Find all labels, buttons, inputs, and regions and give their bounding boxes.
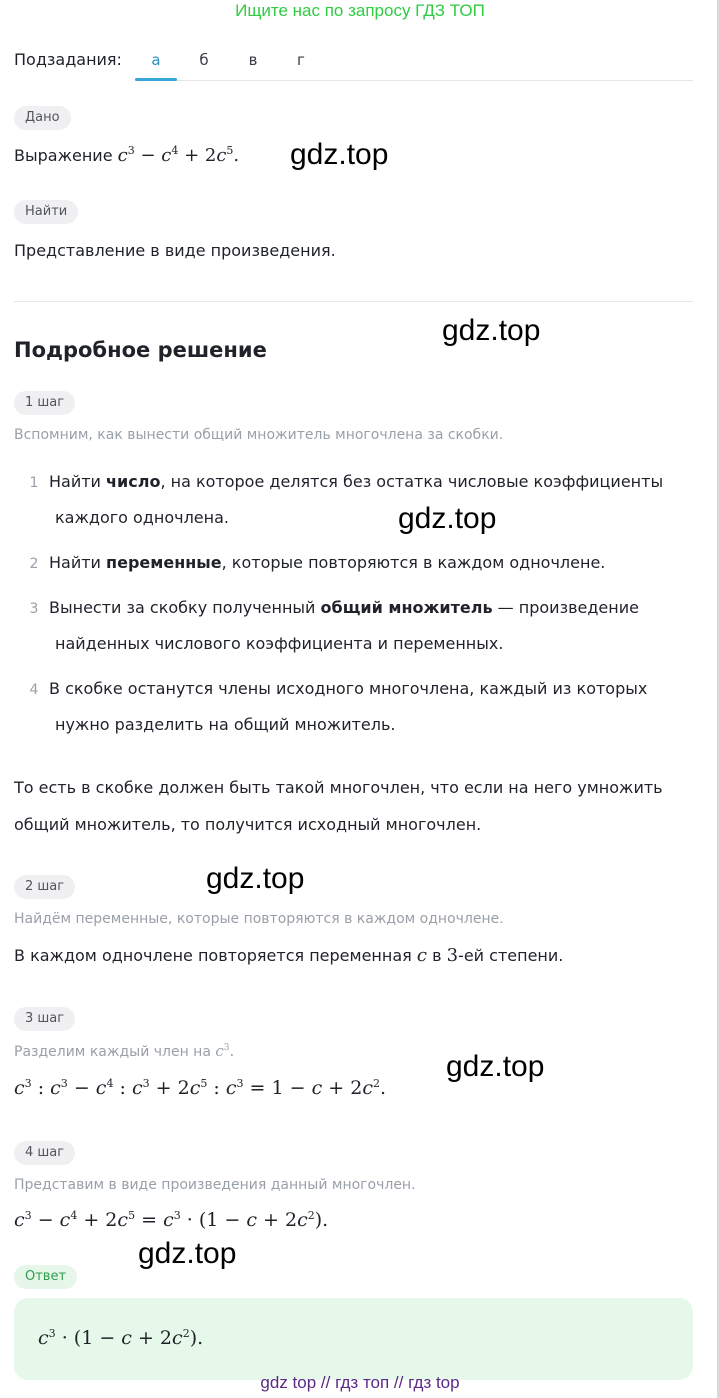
tab-v[interactable]: в <box>248 51 258 69</box>
list-number: 1 <box>29 475 39 491</box>
step3-caption: Разделим каждый член на $c^3$. <box>14 1042 235 1060</box>
answer-formula: $c^3 \cdot (1 - c + 2c^2)$. <box>38 1327 204 1349</box>
watermark: gdz.top <box>290 138 389 171</box>
step2-text: В каждом одночлене повторяется переменная c в 3-ей степени. <box>14 945 564 966</box>
tab-b[interactable]: б <box>199 51 209 69</box>
variable-c: c <box>416 945 427 966</box>
footer-links[interactable]: gdz top // гдз топ // гдз top <box>260 1373 460 1392</box>
tab-a[interactable]: а <box>151 51 161 69</box>
active-tab-indicator <box>135 78 177 81</box>
step2-chip: 2 шаг <box>14 875 75 899</box>
given-expression: $c^3 - c^4 + 2c^5$. <box>117 144 240 166</box>
watermark: gdz.top <box>446 1050 545 1083</box>
list-number: 2 <box>29 556 39 572</box>
list-item-4-cont: нужно разделить на общий множитель. <box>55 715 396 734</box>
explanation-line-1: То есть в скобке должен быть такой многочлен, что если на него умножить <box>14 778 663 797</box>
step3-formula: $c^3$ : $c^3 - c^4$ : $c^3 + 2c^5$ : $c^3 = 1 - c + 2c^2$. <box>14 1077 387 1099</box>
given-chip: Дано <box>14 106 71 130</box>
given-prefix: Выражение <box>14 146 113 165</box>
list-item-3: Вынести за скобку полученный общий множитель — произведение <box>49 598 639 617</box>
step4-formula: $c^3 - c^4 + 2c^5 = c^3 \cdot (1 - c + 2c^2)$. <box>14 1209 329 1231</box>
list-number: 3 <box>29 601 39 617</box>
top-banner: Ищите нас по запросу ГДЗ ТОП <box>235 1 485 20</box>
watermark: gdz.top <box>398 502 497 535</box>
section-divider <box>14 301 693 302</box>
find-text: Представление в виде произведения. <box>14 241 336 260</box>
step3-chip: 3 шаг <box>14 1007 75 1031</box>
step4-caption: Представим в виде произведения данный многочлен. <box>14 1177 416 1193</box>
tabs-divider <box>135 80 693 81</box>
watermark: gdz.top <box>206 862 305 895</box>
step2-caption: Найдём переменные, которые повторяются в каждом одночлене. <box>14 911 504 927</box>
list-item-4: В скобке останутся члены исходного многочлена, каждый из которых <box>49 679 648 698</box>
step1-caption: Вспомним, как вынести общий множитель многочлена за скобки. <box>14 427 504 443</box>
step1-chip: 1 шаг <box>14 391 75 415</box>
explanation-line-2: общий множитель, то получится исходный многочлен. <box>14 815 482 834</box>
find-chip: Найти <box>14 200 78 224</box>
answer-chip: Ответ <box>14 1265 77 1289</box>
given-line <box>14 145 239 166</box>
list-item-3-cont: найденных числового коэффициента и переменных. <box>55 634 504 653</box>
tab-g[interactable]: г <box>297 51 305 69</box>
solution-title: Подробное решение <box>14 338 267 362</box>
watermark: gdz.top <box>442 314 541 347</box>
step4-chip: 4 шаг <box>14 1141 75 1165</box>
watermark: gdz.top <box>138 1237 237 1270</box>
list-number: 4 <box>29 682 39 698</box>
list-item-1-cont: каждого одночлена. <box>55 508 229 527</box>
list-item-1: Найти число, на которое делятся без остатка числовые коэффициенты <box>49 472 664 491</box>
list-item-2: Найти переменные, которые повторяются в каждом одночлене. <box>49 553 606 572</box>
subtasks-label: Подзадания: <box>14 50 122 69</box>
